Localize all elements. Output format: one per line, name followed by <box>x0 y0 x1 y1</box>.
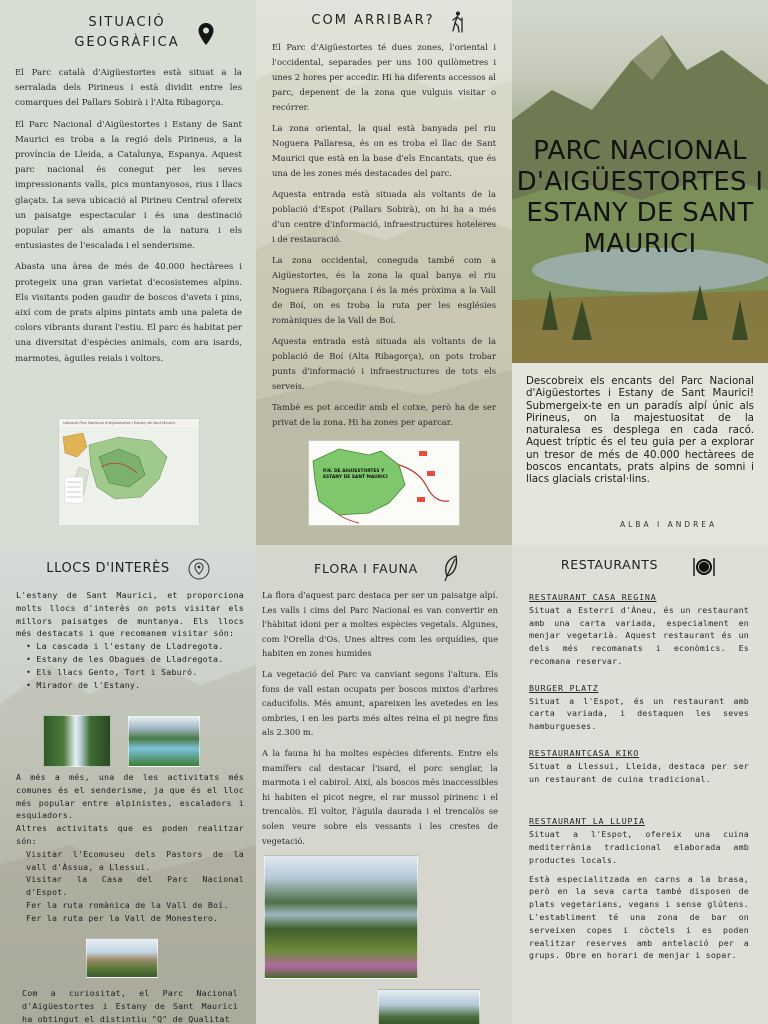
activities-intro: A més a més, una de les activitats més comunes és el senderisme, ja que és el lloc més popular entre alpinistes, escaladors i esquiadors. <box>16 772 244 821</box>
list-item: • Mirador de l'Estany. <box>26 679 244 692</box>
restaurant-item <box>529 682 749 733</box>
com-arribar-panel <box>256 0 512 545</box>
situacio-panel <box>0 0 256 545</box>
restaurant-desc: Situat a l'Espot, és un restaurant amb carta variada, i destaquen les seves hamburgueses. <box>529 695 749 732</box>
flora-paragraph: La flora d'aquest parc destaca per ser un paisatge alpí. Les valls i cims del Parc Nacional es van convertir en l'hàbitat idoni per a moltes espècies vegetals. Algunes, com l'Orella d'Os. Unes altres com les orquídies, que habiten en zones humides <box>262 590 498 659</box>
map-pin-circle-icon <box>188 558 210 580</box>
flora-paragraph: La vegetació del Parc va canviant segons l'altura. Els fons de vall estan ocupats per boscos mixtos d'arbres caducifolis. Més amunt, apareixen les avetedes en les ombries, i en les parts més altes reina el pi negre fins als 2.300 m. <box>262 668 498 738</box>
forest-photo <box>378 989 480 1024</box>
list-item: • La cascada i l'estany de Lladregota. <box>26 640 244 653</box>
park-title: PARC NACIONAL D'AIGÜESTORTES I ESTANY DE SANT MAURICI <box>516 136 764 259</box>
hiker-icon <box>450 11 464 33</box>
arribar-paragraph: El Parc d'Aigüestortes té dues zones, l'oriental i l'occidental, separades per uns 100 quilòmetres i unes 2 hores per accedir. Hi ha diferents accessos al parc, depenent de la zona que vulguis visitar o recórrer. <box>272 42 496 112</box>
activities-lead: Altres activitats que es poden realitzar són: <box>16 823 244 846</box>
arribar-paragraph: La zona oriental, la qual està banyada pel riu Noguera Pallaresa, és on es troba el llac de Sant Maurici que està en la base d'els Encantats, que és una de les zones més destacades del parc. <box>272 123 496 178</box>
list-item: Visitar l'Ecomuseu dels Pastors de la vall d'Àssua, a Llessui. <box>26 848 244 872</box>
com-arribar-text <box>272 40 496 436</box>
waterfall-photo <box>43 715 111 767</box>
flora-text <box>262 588 498 854</box>
restaurant-name: RESTAURANTCASA KIKO <box>529 747 640 758</box>
list-item: • Estany de les Obagues de Lladregota. <box>26 653 244 666</box>
list-item: Fer la ruta romànica de la Vall de Boí. <box>26 899 229 910</box>
authors: ALBA I ANDREA <box>620 520 718 529</box>
situacio-paragraph: El Parc català d'Aigüestortes està situat a la serralada dels Pirineus i està dividit entre les comarques del Pallars Sobirà i l'Alta Ribagorça. <box>15 68 242 109</box>
list-item: Visitar la Casa del Parc Nacional d'Espot. <box>26 874 244 898</box>
list-item: Fer la ruta per la Vall de Monestero. <box>26 912 219 923</box>
situacio-paragraph: El Parc Nacional d'Aigüestortes i Estany de Sant Maurici es troba a la regió dels Pirineus, a la província de Lleida, a Catalunya, Espanya. Aquest parc nacional és conegut per les seves impressionants valls, pics muntanyosos, rius i llacs glaçats. La seva ubicació al Pirineu Central ofereix un paisatge espectacular i és una destinació popular per als amants de la natura i els entusiastes de l'escalada i el senderisme. <box>15 119 242 252</box>
llocs-intro: L'estany de Sant Maurici, et proporciona molts llocs d'interès on pots visitar els millors paisatges de muntanya. Els llocs més destacats i que recomanem visitar són: <box>16 590 244 639</box>
location-map-image <box>58 418 200 524</box>
lake-photo <box>128 715 200 767</box>
restaurants-title: RESTAURANTS <box>560 557 659 572</box>
arribar-paragraph: Aquesta entrada està situada als voltants de la població de Boí (Alta Ribagorça), on pots trobar punts d'informació i infraestructures de tots els serveis. <box>272 336 496 391</box>
situacio-title: SITUACIÓ GEOGRÀFICA <box>74 15 180 50</box>
llocs-text <box>16 589 244 691</box>
restaurant-item <box>529 747 749 785</box>
com-arribar-title-text: COM ARRIBAR? <box>311 13 435 28</box>
llocs-title: LLOCS D'INTERÈS <box>46 561 170 576</box>
church-photo <box>86 938 158 978</box>
restaurants-list <box>529 591 749 976</box>
restaurant-item <box>529 591 749 668</box>
situacio-paragraph: Abasta una àrea de més de 40.000 hectàrees i protegeix una gran varietat d'ecosistemes alpins. Els visitants poden gaudir de boscos d'avets i pins, així com de prats alpins pintats amb una paleta de colors vibrants durant l'estiu. El parc és habitat per una diversitat d'espècies animals, com ara isards, marmotes, àguiles reials i voltors. <box>15 262 242 364</box>
restaurant-item <box>529 815 749 962</box>
restaurants-panel <box>512 545 768 1024</box>
arribar-paragraph: També es pot accedir amb el cotxe, però ha de ser privat de la zona. Hi ha zones per aparcar. <box>272 402 496 427</box>
flora-paragraph: A la fauna hi ha moltes espècies diferents. Entre els mamífers cal destacar l'isard, el porc senglar, la marmota i el cabirol. Així, als boscos més inaccessibles hi habiten el picot negre, el rar mussol pirinenc i el trencalòs. El voltor, l'àguila daurada i el trencalòs se solen veure sobre els vessants i les crestes de vegetació. <box>262 747 498 846</box>
location-pin-icon <box>197 22 215 46</box>
restaurant-desc: Situat a Esterri d'Àneu, és un restaurant amb una carta variada, especialment en menjar vegetarià. Aquest restaurant és un dels més recomanats i econòmics. Es recomana reservar. <box>529 604 749 666</box>
activities-list <box>16 848 244 925</box>
flora-panel <box>256 545 512 1024</box>
arribar-paragraph: Aquesta entrada està situada als voltants de la població d'Espot (Pallars Sobirà), on hi ha a més d'un centre d'informació, infraestructures hoteleres i de restauració. <box>272 189 496 244</box>
places-list <box>16 640 244 691</box>
restaurant-desc: Situat a Llessui, Lleida, destaca per ser un restaurant de cuina tradicional. <box>529 760 749 784</box>
situacio-text <box>15 66 242 373</box>
map-caption: Ubicació Parc Nacional d'Aigüestortes i Estany de Sant Maurici <box>63 421 176 425</box>
activities-text <box>16 771 244 925</box>
com-arribar-title <box>256 13 512 28</box>
region-map-graphic <box>59 427 199 525</box>
restaurant-desc: Situat a l'Espot, ofereix una cuina mediterrània tradicional elaborada amb productes locals. <box>529 829 749 865</box>
restaurant-extra: Està especialitzada en carns a la brasa, però en la seva carta també disposen de plats vegetarians, vegans i sense glútens. L'establiment té una zona de bar on serveixen copes i còctels i es poden realitzar reserves amb antelació per a grups. Obre en horari de menjar i sopar. <box>529 873 749 961</box>
restaurant-name: RESTAURANT LA LLUPIA <box>529 816 645 827</box>
llocs-panel <box>0 545 256 1024</box>
intro-text: Descobreix els encants del Parc Nacional d'Aigüestortes i Estany de Sant Maurici! Submergeix-te en un paradís alpí únic als Pirineus, on la majestuositat de la naturalesa es desplega en cada racó. Aquest tríptic és el teu guia per a explorar un tresor de més de 40.000 hectàrees de boscos encantats, prats alpins de somni i llacs glacials cristal·lins. <box>526 375 754 486</box>
leaf-icon <box>442 554 460 582</box>
access-map-image <box>308 440 460 526</box>
restaurant-name: RESTAURANT CASA REGINA <box>529 592 657 602</box>
access-map-label: P.N. DE AIGÜESTORTES Y ESTANY DE SANT MAURICI <box>323 469 388 480</box>
access-map-graphic <box>309 441 459 525</box>
arribar-paragraph: La zona occidental, coneguda també com a Aigüestortes, és la zona la qual banya el riu Noguera Ribagorçana i és la més pròxima a la Vall de Boí, on es troba la ruta per les esglésies romàniques de la Vall de Boí. <box>272 255 496 325</box>
curiosity-text: Com a curiositat, el Parc Nacional d'Aigüestortes i Estany de Sant Maurici ha obtingut el distintiu "Q" de Qualitat <box>22 988 238 1024</box>
restaurant-name: BURGER PLATZ <box>529 682 599 693</box>
flora-title: FLORA I FAUNA <box>314 561 418 576</box>
meadow-photo <box>264 855 418 979</box>
list-item: • Els llacs Gento, Tort i Saburó. <box>26 666 244 679</box>
plate-cutlery-icon <box>692 555 716 579</box>
